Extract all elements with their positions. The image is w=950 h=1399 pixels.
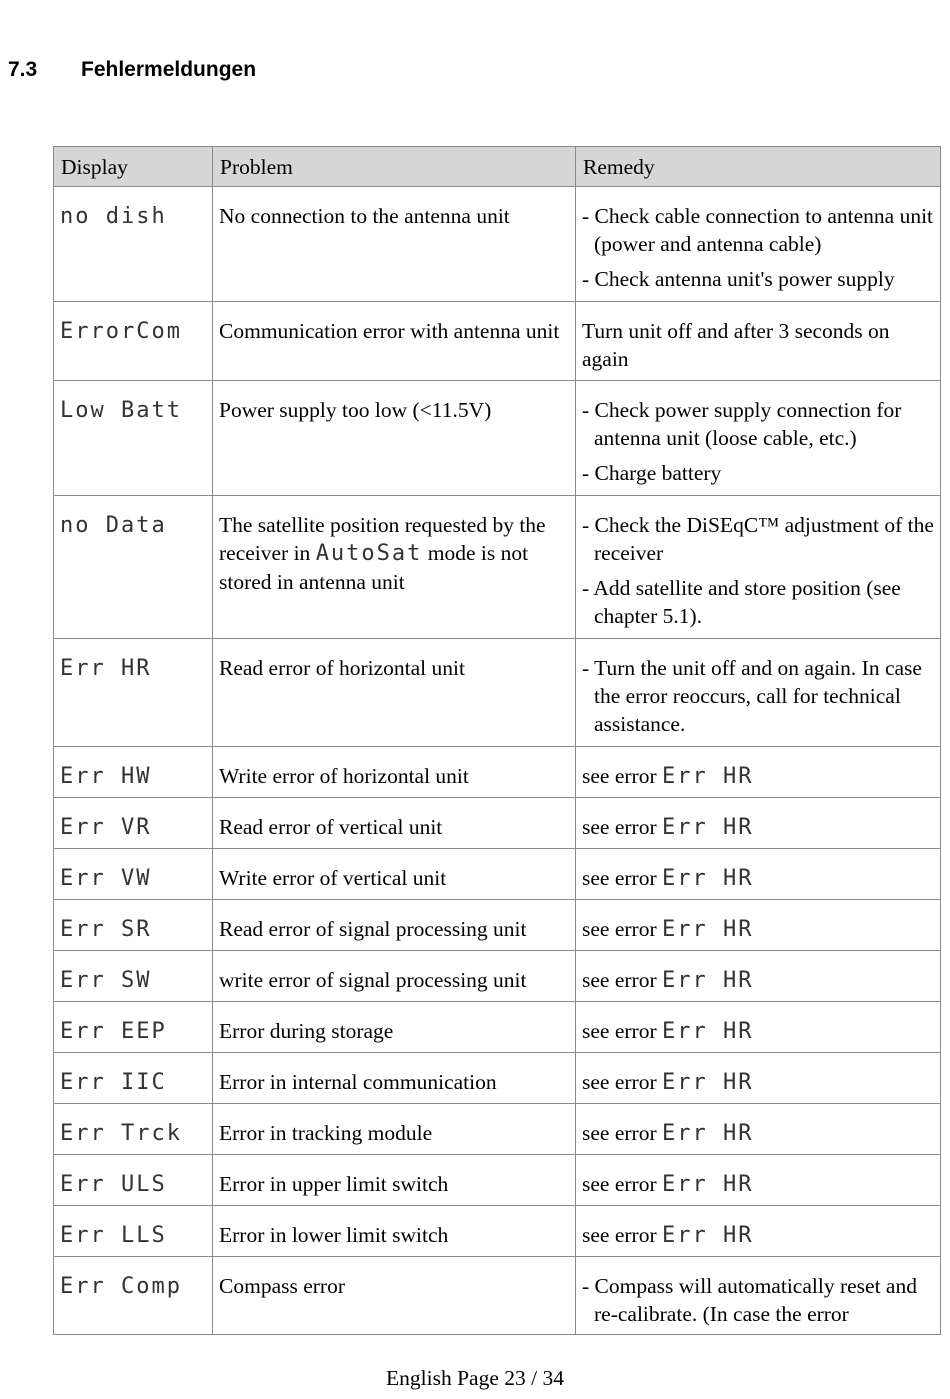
lcd-text: Err IIC (60, 1070, 167, 1095)
display-code (54, 1053, 213, 1104)
table-row (54, 1206, 941, 1257)
remedy-cell (576, 1155, 941, 1206)
display-code (54, 849, 213, 900)
display-code (54, 1155, 213, 1206)
problem-text: mode is not stored in antenna unit (219, 541, 529, 594)
remedy-cell (576, 639, 941, 747)
lcd-text: no dish (60, 204, 167, 229)
table-row (54, 639, 941, 747)
remedy-prefix: see error (582, 1019, 662, 1043)
table-row (54, 747, 941, 798)
remedy-code: Err HR (661, 917, 754, 942)
table-row (54, 1257, 941, 1335)
table-row (54, 381, 941, 496)
display-code (54, 900, 213, 951)
table-row (54, 900, 941, 951)
remedy-cell (576, 381, 941, 496)
lcd-text: Err SR (60, 917, 152, 942)
remedy-code: Err HR (661, 1172, 754, 1197)
table-header-row (54, 147, 941, 187)
remedy-code: Err HR (661, 968, 754, 993)
remedy-code: Err HR (661, 815, 754, 840)
remedy-prefix: see error (582, 764, 662, 788)
remedy-line: - Compass will automatically reset and re-calibrate. (In case the error (582, 1274, 917, 1326)
lcd-text: no Data (60, 513, 167, 538)
remedy-code: Err HR (661, 1019, 754, 1044)
lcd-text: Err SW (60, 968, 152, 993)
remedy-line: - Check antenna unit's power supply (582, 267, 895, 291)
remedy-cell (576, 1104, 941, 1155)
table-row (54, 1104, 941, 1155)
problem-cell: Read error of vertical unit (213, 798, 576, 849)
remedy-code: Err HR (661, 764, 754, 789)
display-code (54, 798, 213, 849)
remedy-line: - Check power supply connection for antenna unit (loose cable, etc.) (582, 398, 902, 450)
display-code (54, 381, 213, 496)
problem-cell: Communication error with antenna unit (213, 302, 576, 381)
remedy-cell (576, 1257, 941, 1335)
lcd-text: Err VR (60, 815, 152, 840)
lcd-text: Err LLS (60, 1223, 167, 1248)
problem-cell (213, 496, 576, 639)
table-row (54, 187, 941, 302)
remedy-line: Turn unit off and after 3 seconds on again (582, 319, 890, 371)
column-header-remedy: Remedy (576, 147, 941, 187)
remedy-cell (576, 1206, 941, 1257)
remedy-prefix: see error (582, 968, 662, 992)
lcd-text: Err Trck (60, 1121, 182, 1146)
table-row (54, 496, 941, 639)
remedy-cell (576, 187, 941, 302)
remedy-line: - Check the DiSEqC™ adjustment of the receiver (582, 513, 934, 565)
remedy-cell (576, 798, 941, 849)
remedy-cell (576, 951, 941, 1002)
remedy-prefix: see error (582, 917, 662, 941)
remedy-cell (576, 1053, 941, 1104)
problem-cell: Read error of horizontal unit (213, 639, 576, 747)
problem-text: The satellite position requested by the receiver in (219, 513, 546, 565)
display-code (54, 1206, 213, 1257)
display-code (54, 639, 213, 747)
problem-cell: No connection to the antenna unit (213, 187, 576, 302)
problem-cell: Write error of horizontal unit (213, 747, 576, 798)
lcd-text: Low Batt (60, 398, 182, 423)
problem-cell: Error in internal communication (213, 1053, 576, 1104)
problem-cell: Compass error (213, 1257, 576, 1335)
column-header-problem: Problem (213, 147, 576, 187)
problem-cell: Read error of signal processing unit (213, 900, 576, 951)
remedy-prefix: see error (582, 1223, 662, 1247)
remedy-prefix: see error (582, 866, 662, 890)
remedy-code: Err HR (661, 1223, 754, 1248)
remedy-line: - Turn the unit off and on again. In case the error reoccurs, call for technical assistance. (582, 656, 922, 736)
table-row (54, 1002, 941, 1053)
table-row (54, 798, 941, 849)
lcd-text: Err VW (60, 866, 152, 891)
remedy-cell (576, 747, 941, 798)
remedy-prefix: see error (582, 815, 662, 839)
remedy-cell (576, 900, 941, 951)
column-header-display: Display (54, 147, 213, 187)
remedy-cell (576, 496, 941, 639)
problem-cell: Power supply too low (<11.5V) (213, 381, 576, 496)
remedy-line: - Charge battery (582, 461, 722, 485)
table-row (54, 951, 941, 1002)
problem-cell: Error during storage (213, 1002, 576, 1053)
table-row (54, 849, 941, 900)
remedy-cell (576, 302, 941, 381)
display-code (54, 1104, 213, 1155)
remedy-cell (576, 1002, 941, 1053)
remedy-code: Err HR (661, 1070, 754, 1095)
problem-cell: Write error of vertical unit (213, 849, 576, 900)
remedy-code: Err HR (661, 866, 754, 891)
display-code (54, 1257, 213, 1335)
lcd-text: Err HW (60, 764, 152, 789)
lcd-text: Err ULS (60, 1172, 167, 1197)
lcd-text: Err EEP (60, 1019, 167, 1044)
remedy-code: Err HR (661, 1121, 754, 1146)
lcd-text: Err Comp (60, 1274, 182, 1299)
remedy-line: - Check cable connection to antenna unit (power and antenna cable) (582, 204, 934, 256)
mode-lcd-text: AutoSat (315, 541, 423, 566)
error-messages-table (53, 146, 941, 1335)
table-row (54, 302, 941, 381)
lcd-text: Err HR (60, 656, 152, 681)
remedy-cell (576, 849, 941, 900)
display-code (54, 496, 213, 639)
display-code (54, 187, 213, 302)
page-footer: English Page 23 / 34 (386, 1366, 564, 1390)
problem-cell: Error in lower limit switch (213, 1206, 576, 1257)
problem-cell: write error of signal processing unit (213, 951, 576, 1002)
display-code (54, 747, 213, 798)
remedy-prefix: see error (582, 1070, 662, 1094)
display-code (54, 1002, 213, 1053)
remedy-prefix: see error (582, 1172, 662, 1196)
table-row (54, 1053, 941, 1104)
problem-cell: Error in tracking module (213, 1104, 576, 1155)
remedy-prefix: see error (582, 1121, 662, 1145)
display-code (54, 302, 213, 381)
display-code (54, 951, 213, 1002)
table-row (54, 1155, 941, 1206)
remedy-line: - Add satellite and store position (see chapter 5.1). (582, 576, 901, 628)
section-title: Fehlermeldungen (81, 58, 257, 81)
problem-cell: Error in upper limit switch (213, 1155, 576, 1206)
lcd-text: ErrorCom (60, 319, 182, 344)
section-number: 7.3 (8, 58, 38, 81)
